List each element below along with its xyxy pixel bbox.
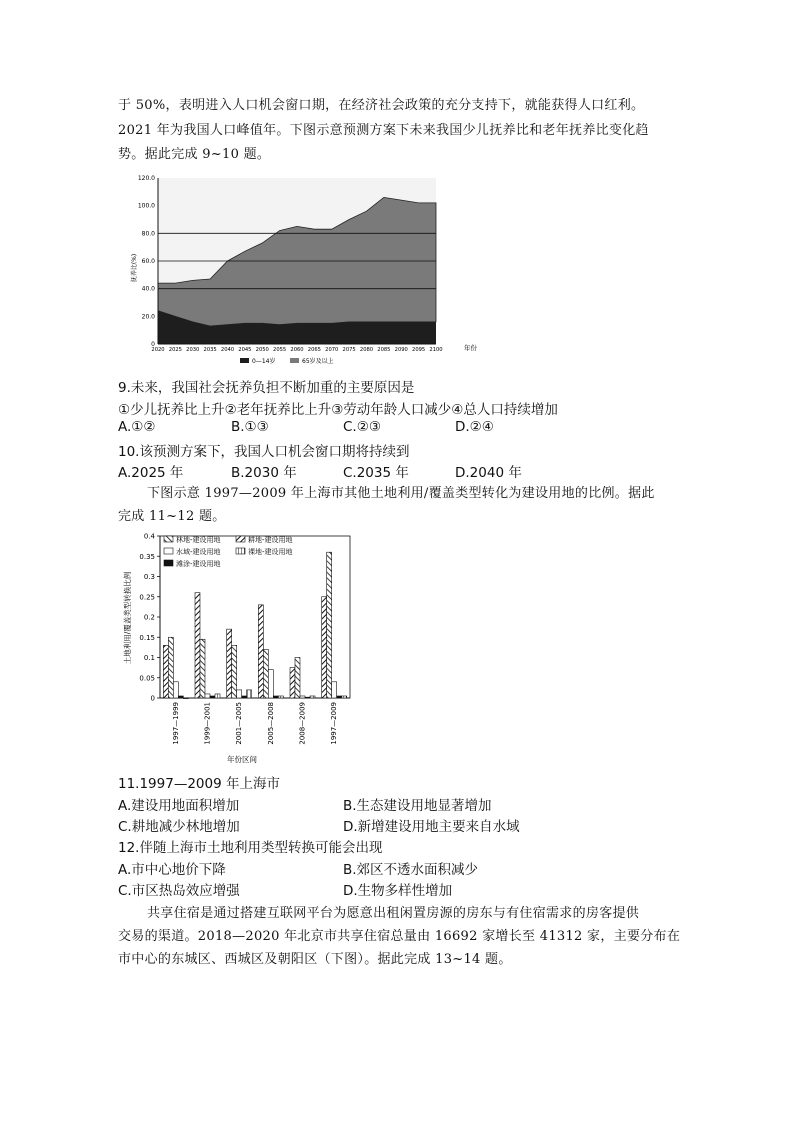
q10-option-a: A.2025 年 — [118, 465, 184, 481]
bar-water — [237, 690, 242, 698]
x-tick-label: 2001—2005 — [235, 702, 244, 745]
q9-option-d: D.②④ — [455, 419, 494, 435]
y-tick-label: 0.35 — [139, 552, 155, 561]
x-tick-label: 2008—2009 — [298, 702, 307, 745]
legend-swatch-farmland — [236, 536, 245, 542]
x-tick-label: 2005—2008 — [266, 702, 275, 745]
y-axis-label: 土地利用/覆盖类型转换比例 — [123, 571, 132, 665]
bar-farmland — [258, 605, 263, 698]
bar-tidal — [337, 696, 342, 698]
bar-forest — [263, 649, 268, 698]
q11-option-a: A.建设用地面积增加 — [118, 798, 240, 814]
bar-forest — [168, 637, 173, 698]
legend-swatch-65plus — [290, 358, 299, 363]
q9-option-a: A.①② — [118, 419, 156, 435]
bar-water — [268, 670, 273, 698]
x-tick-label: 1999—2001 — [203, 702, 212, 745]
q11-option-d: D.新增建设用地主要来自水域 — [343, 819, 520, 835]
y-tick-label: 0.4 — [143, 532, 155, 541]
q12-option-b: B.郊区不透水面积减少 — [343, 862, 479, 878]
dependency-ratio-chart — [118, 168, 498, 372]
q9-option-b: B.①③ — [231, 419, 269, 435]
bar-forest — [200, 639, 205, 698]
intro3-line-2: 交易的渠道。2018—2020 年北京市共享住宿总量由 16692 家增长至 41312 家，主要分布在 — [118, 929, 681, 944]
q12-stem: 12.伴随上海市土地利用类型转换可能会出现 — [118, 840, 383, 856]
bar-tidal — [305, 697, 310, 698]
x-tick-label: 2045 — [238, 347, 252, 353]
land-conversion-chart — [118, 528, 358, 772]
intro2-line-1: 下图示意 1997—2009 年上海市其他土地利用/覆盖类型转化为建设用地的比例。据此 — [147, 486, 655, 501]
q10-option-c: C.2035 年 — [343, 465, 409, 481]
q12-option-d: D.生物多样性增加 — [343, 883, 453, 899]
x-axis-label: 年份 — [464, 344, 477, 352]
legend-label-water: 水域-建设用地 — [176, 548, 221, 556]
x-tick-label: 2085 — [377, 347, 391, 353]
q12-option-c: C.市区热岛效应增强 — [118, 883, 240, 899]
y-tick-label: 0.25 — [139, 593, 155, 602]
y-tick-label: 0.1 — [143, 654, 155, 662]
y-tick-label: 60.0 — [141, 258, 155, 265]
x-tick-label: 2095 — [412, 347, 426, 353]
bar-farmland — [163, 645, 168, 698]
x-tick-label: 2075 — [342, 347, 356, 353]
dependency-ratio-svg — [118, 168, 498, 368]
y-tick-label: 40.0 — [141, 285, 155, 293]
bar-water — [300, 696, 305, 698]
y-tick-label: 0.15 — [139, 633, 155, 642]
bar-tidal — [210, 696, 215, 698]
bar-forest — [232, 645, 237, 698]
x-tick-label: 2040 — [220, 347, 235, 353]
bar-bare — [310, 696, 315, 698]
y-tick-label: 0 — [151, 341, 155, 348]
legend-label-tidal: 滩涂-建设用地 — [176, 560, 221, 568]
x-tick-label: 2090 — [394, 347, 408, 353]
x-tick-label: 1997—2009 — [330, 702, 339, 745]
y-tick-label: 20.0 — [141, 313, 155, 321]
q10-option-b: B.2030 年 — [231, 465, 297, 481]
bar-bare — [342, 696, 347, 698]
legend-label-65plus: 65岁及以上 — [302, 358, 334, 365]
x-tick-label: 2020 — [151, 347, 165, 353]
x-tick-label: 2065 — [307, 347, 321, 353]
legend-label-farmland: 耕地-建设用地 — [248, 536, 293, 544]
bar-bare — [183, 698, 188, 699]
y-tick-label: 0.2 — [143, 613, 155, 622]
q9-option-c: C.②③ — [343, 419, 381, 435]
intro-line-1: 于 50%，表明进入人口机会窗口期，在经济社会政策的充分支持下，就能获得人口红利。 — [118, 98, 645, 113]
x-tick-label: 2055 — [273, 347, 287, 353]
intro3-line-3: 市中心的东城区、西城区及朝阳区（下图）。据此完成 13~14 题。 — [118, 952, 512, 967]
y-tick-label: 100.0 — [137, 202, 155, 210]
y-tick-label: 0.05 — [139, 674, 155, 683]
q12-option-a: A.市中心地价下降 — [118, 862, 226, 878]
bar-tidal — [178, 696, 183, 698]
intro2-line-2: 完成 11~12 题。 — [118, 509, 226, 524]
legend-label-bare: 裸地-建设用地 — [248, 548, 293, 556]
bar-water — [332, 682, 337, 698]
q10-stem: 10.该预测方案下，我国人口机会窗口期将持续到 — [118, 444, 410, 460]
legend-label-forest: 林地-建设用地 — [176, 536, 221, 544]
x-tick-label: 2035 — [203, 347, 217, 353]
x-tick-label: 2030 — [186, 347, 200, 353]
x-tick-label: 2025 — [168, 347, 182, 353]
y-tick-label: 80.0 — [141, 230, 155, 238]
q11-stem: 11.1997—2009 年上海市 — [118, 776, 280, 792]
legend-swatch-0-14 — [240, 358, 249, 363]
q10-option-d: D.2040 年 — [455, 465, 522, 481]
y-tick-label: 0.3 — [143, 573, 155, 581]
bar-forest — [327, 552, 332, 698]
bar-farmland — [195, 593, 200, 698]
intro-line-2: 2021 年为我国人口峰值年。下图示意预测方案下未来我国少儿抚养比和老年抚养比变化趋 — [118, 123, 649, 138]
q9-stem: 9.未来，我国社会抚养负担不断加重的主要原因是 — [118, 380, 415, 396]
x-tick-label: 1997—1999 — [171, 702, 180, 745]
intro-line-3: 势。据此完成 9~10 题。 — [118, 147, 271, 162]
legend — [240, 357, 334, 365]
q11-option-c: C.耕地减少林地增加 — [118, 819, 240, 835]
bar-farmland — [290, 668, 295, 698]
bar-farmland — [322, 597, 327, 698]
legend-swatch-bare — [236, 548, 245, 554]
land-conversion-svg — [118, 528, 358, 768]
bar-water — [173, 682, 178, 698]
x-axis-label: 年份区间 — [227, 755, 257, 764]
x-tick-label: 2080 — [359, 347, 374, 353]
x-tick-label: 2050 — [255, 347, 269, 353]
bar-forest — [295, 658, 300, 699]
legend-swatch-water — [164, 548, 173, 554]
bar-farmland — [227, 629, 232, 698]
x-tick-label: 2060 — [290, 347, 304, 353]
bar-water — [205, 694, 210, 698]
x-tick-label: 2100 — [429, 347, 443, 353]
bar-tidal — [273, 696, 278, 698]
y-tick-label: 120.0 — [137, 175, 155, 182]
intro3-line-1: 共享住宿是通过搭建互联网平台为愿意出租闲置房源的房东与有住宿需求的房客提供 — [147, 906, 640, 921]
bar-tidal — [242, 696, 247, 698]
bar-bare — [278, 696, 283, 698]
legend-swatch-forest — [164, 536, 173, 542]
y-axis-label: 抚养比(%) — [131, 253, 138, 283]
q9-choices: ①少儿抚养比上升②老年抚养比上升③劳动年龄人口减少④总人口持续增加 — [118, 402, 558, 418]
bar-bare — [215, 694, 220, 698]
x-tick-label: 2070 — [325, 347, 339, 353]
legend-label-0-14: 0—14岁 — [252, 358, 276, 365]
bar-bare — [247, 690, 252, 698]
y-tick-label: 0 — [150, 694, 155, 703]
q11-option-b: B.生态建设用地显著增加 — [343, 798, 492, 814]
legend-swatch-tidal — [164, 560, 173, 566]
legend — [164, 535, 293, 568]
